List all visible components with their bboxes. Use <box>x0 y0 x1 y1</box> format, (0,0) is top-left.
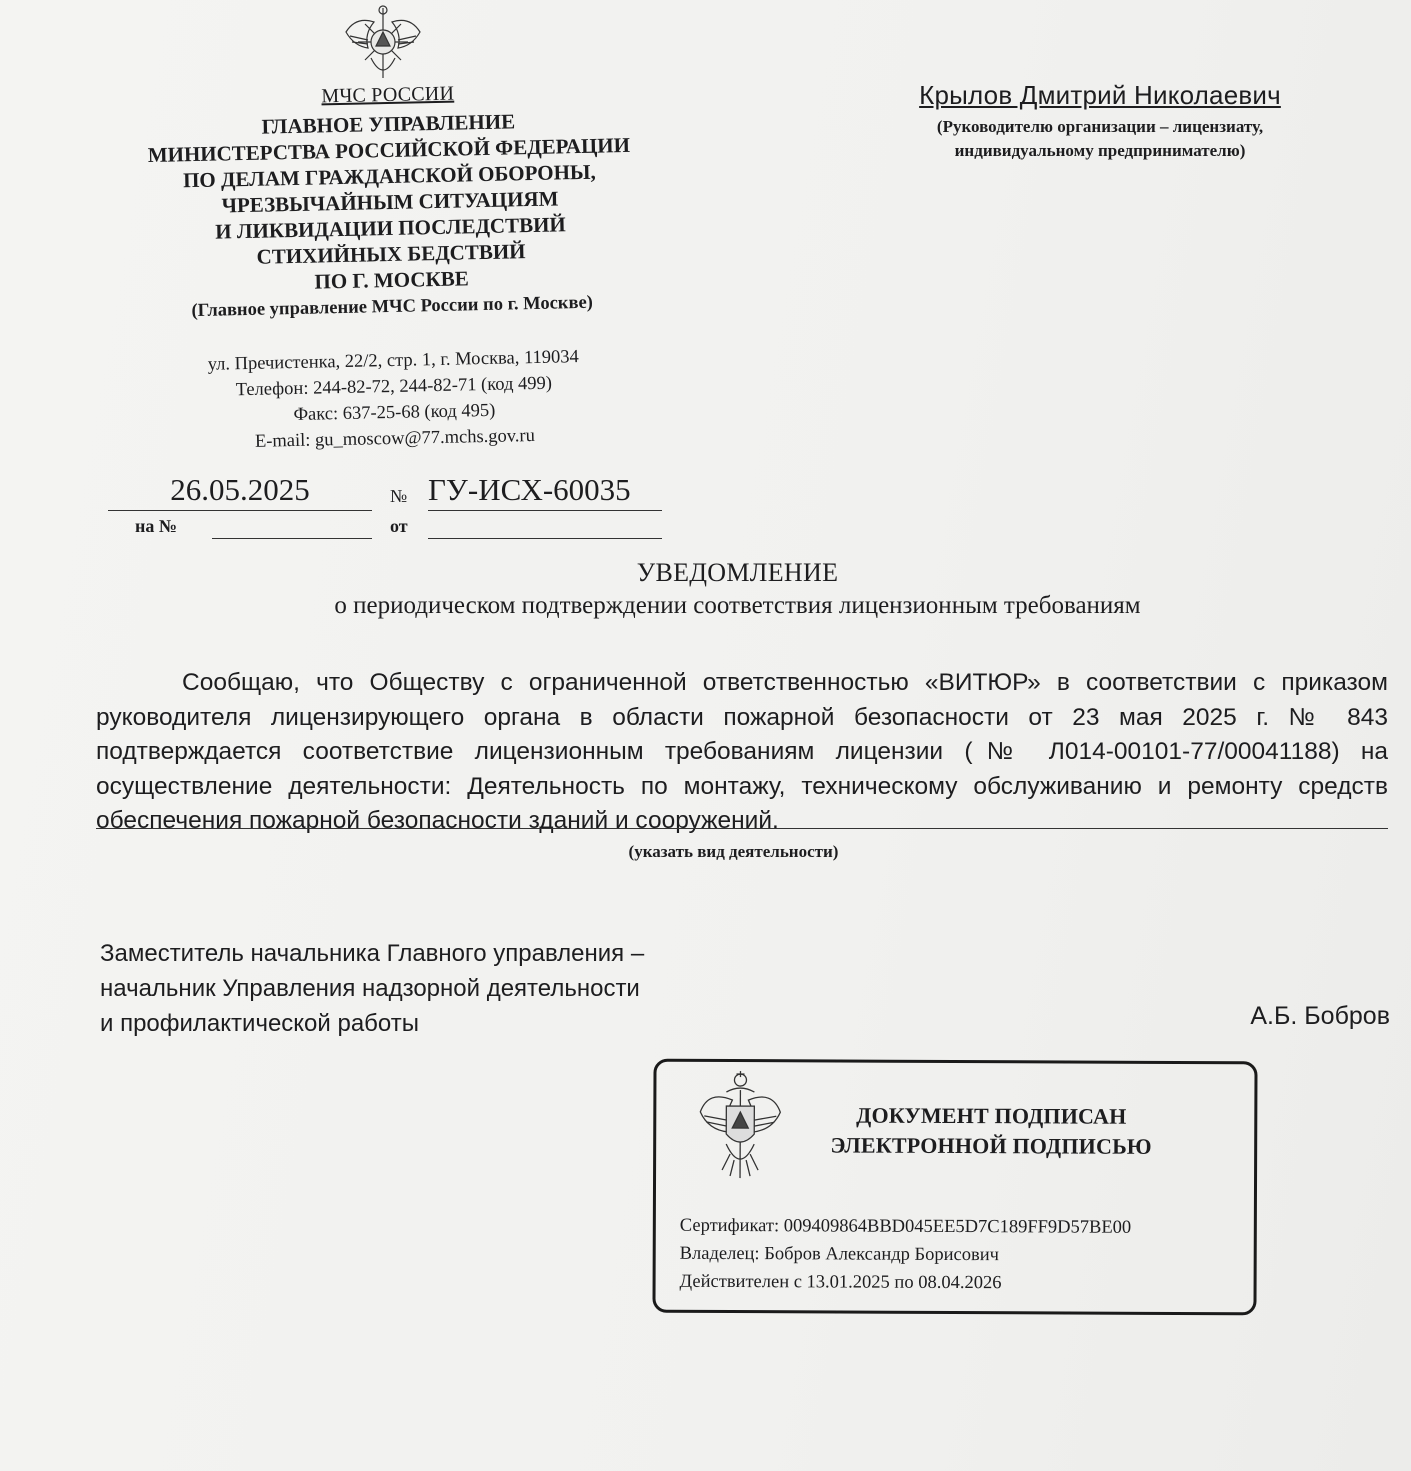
activity-underline <box>96 828 1388 829</box>
outgoing-date: 26.05.2025 <box>108 470 372 511</box>
address-line: Телефон: 244-82-72, 244-82-71 (код 499) <box>235 373 553 401</box>
stamp-title-line: ДОКУМЕНТ ПОДПИСАН <box>856 1102 1127 1129</box>
reference-number-label: на № <box>135 516 177 536</box>
sender-header <box>100 78 683 458</box>
signer-name: А.Б. Бобров <box>1250 1002 1390 1030</box>
document-subtitle: о периодическом подтверждении соответствия лицензионным требованиям <box>334 592 1141 619</box>
address-line: ул. Пречистенка, 22/2, стр. 1, г. Москва, 119034 <box>207 347 580 375</box>
certificate-number: Сертификат: 009409864BBD045EE5D7C189FF9D57BE00 <box>679 1215 1132 1238</box>
mchs-emblem-icon <box>338 2 428 84</box>
recipient-name: Крылов Дмитрий Николаевич <box>919 80 1281 110</box>
stamp-title-line: ЭЛЕКТРОННОЙ ПОДПИСЬЮ <box>830 1132 1152 1159</box>
sender-address <box>106 342 683 458</box>
recipient-role <box>880 115 1320 163</box>
reference-number-line <box>212 522 372 539</box>
ministry-line: ПО Г. МОСКВЕ <box>314 266 469 294</box>
ministry-line: СТИХИЙНЫХ БЕДСТВИЙ <box>256 239 526 269</box>
ministry-line: МИНИСТЕРСТВА РОССИЙСКОЙ ФЕДЕРАЦИИ <box>147 132 631 168</box>
ministry-short-name: МЧС РОССИИ <box>321 82 455 108</box>
recipient-block <box>880 80 1320 163</box>
ministry-abbreviation: (Главное управление МЧС России по г. Москве) <box>191 292 594 322</box>
signer-position-line: начальник Управления надзорной деятельности <box>100 975 640 1002</box>
reference-date-line <box>428 522 662 539</box>
stamp-details <box>680 1212 1132 1298</box>
electronic-signature-stamp <box>652 1059 1257 1316</box>
number-sign: № <box>390 486 408 506</box>
signer-position-line: и профилактической работы <box>100 1010 419 1037</box>
recipient-role-line: (Руководителю организации – лицензиату, <box>936 117 1264 136</box>
ministry-line: ЧРЕЗВЫЧАЙНЫМ СИТУАЦИЯМ <box>221 186 559 218</box>
address-line: Факс: 637-25-68 (код 495) <box>293 400 496 426</box>
signer-position <box>100 936 780 1041</box>
signer-position-line: Заместитель начальника Главного управления – <box>100 940 645 967</box>
certificate-validity: Действителен с 13.01.2025 по 08.04.2026 <box>679 1271 1002 1294</box>
reference-date-label: от <box>390 516 408 536</box>
ministry-line: ПО ДЕЛАМ ГРАЖДАНСКОЙ ОБОРОНЫ, <box>182 159 597 193</box>
coat-of-arms-icon <box>696 1070 784 1182</box>
certificate-owner: Владелец: Бобров Александр Борисович <box>679 1243 1000 1266</box>
notice-body: Сообщаю, что Обществу с ограниченной ответственностью «ВИТЮР» в соответствии с приказом руководителя лицензирующего органа в области пожарной безопасности от 23 мая 2025 г. № 843 подтверждается соответствие лицензионным требованиям лицензии (№ Л014-00101-77/00041188) на осуществление деятельности: Деятельность по монтажу, техническому обслуживанию и ремонту средств обеспечения пожарной безопасности зданий и сооружений. <box>96 669 1388 834</box>
ministry-line: ГЛАВНОЕ УПРАВЛЕНИЕ <box>261 109 516 139</box>
outgoing-number: ГУ-ИСХ-60035 <box>428 470 662 511</box>
activity-caption: (указать вид деятельности) <box>628 842 839 861</box>
recipient-role-line: индивидуальному предпринимателю) <box>954 141 1246 160</box>
stamp-title <box>796 1100 1186 1162</box>
ministry-full-name <box>101 105 680 299</box>
address-line: E-mail: gu_moscow@77.mchs.gov.ru <box>254 425 536 452</box>
ministry-line: И ЛИКВИДАЦИИ ПОСЛЕДСТВИЙ <box>215 212 566 244</box>
document-title: УВЕДОМЛЕНИЕ <box>636 558 839 587</box>
